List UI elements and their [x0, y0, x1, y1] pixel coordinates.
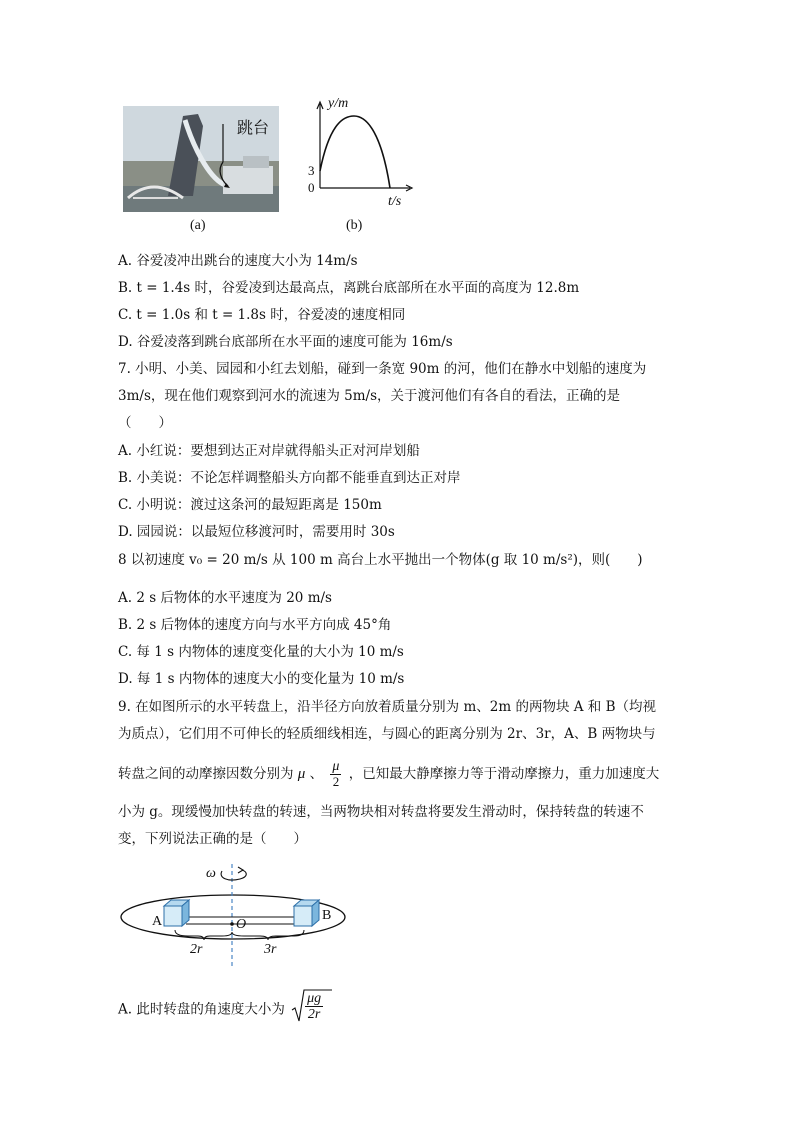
y-axis-label: y/m — [328, 96, 349, 111]
q7-option-a: A. 小红说：要想到达正对岸就得船头正对河岸划船 — [118, 443, 420, 459]
turntable-figure — [118, 862, 358, 970]
figure-b-caption: (b) — [346, 218, 363, 233]
q6-option-a: A. 谷爱凌冲出跳台的速度大小为 14m/s — [118, 253, 358, 269]
q6-option-c: C. t = 1.0s 和 t = 1.8s 时，谷爱凌的速度相同 — [118, 307, 406, 323]
q9-stem-line-4: 小为 g。现缓慢加快转盘的转速，当两物块相对转盘将要发生滑动时，保持转盘的转速不 — [118, 804, 644, 820]
q7-stem-line-3: （ ） — [118, 415, 172, 431]
q9-line3-pre: 转盘之间的动摩擦因数分别为 — [118, 766, 294, 782]
label-b: B — [322, 908, 332, 923]
parabola-graph — [300, 96, 420, 216]
q9-option-a — [118, 988, 323, 1024]
separator: 、 — [309, 766, 324, 782]
q6-option-d: D. 谷爱凌落到跳台底部所在水平面的速度可能为 16m/s — [118, 334, 453, 350]
figure-b — [300, 96, 420, 216]
q7-stem-line-2: 3m/s，现在他们观察到河水的流速为 5m/s，关于渡河他们有各自的看法，正确的是 — [118, 388, 621, 404]
q9-stem-line-5: 变，下列说法正确的是（ ） — [118, 831, 307, 847]
q7-stem-line-1: 7. 小明、小美、园园和小红去划船，碰到一条宽 90m 的河，他们在静水中划船的速度为 — [118, 361, 647, 377]
figure-a — [123, 106, 279, 212]
frac-den: 2 — [332, 774, 340, 789]
origin-label: 0 — [308, 180, 315, 195]
sqrt-den: 2r — [307, 1007, 321, 1022]
mu-symbol: μ — [297, 766, 306, 782]
mu-half-fraction — [330, 760, 341, 789]
q9-stem-line-3 — [118, 760, 659, 789]
sqrt-expression — [291, 988, 323, 1032]
q7-option-b: B. 小美说：不论怎样调整船头方向都不能垂直到达正对岸 — [118, 470, 461, 486]
q8-stem: 8 以初速度 v₀ = 20 m/s 从 100 m 高台上水平抛出一个物体(g 取 10 m/s²)，则( ) — [118, 552, 643, 568]
dist-3r: 3r — [264, 942, 277, 957]
omega-label: ω — [206, 866, 216, 881]
x-axis-label: t/s — [388, 194, 402, 209]
label-a: A — [152, 914, 163, 929]
frac-num: μ — [332, 759, 340, 774]
jump-platform-label: 跳台 — [237, 118, 270, 137]
sqrt-sign — [291, 988, 333, 1024]
dist-2r: 2r — [190, 942, 203, 957]
block-a — [164, 900, 189, 926]
label-o: O — [236, 917, 247, 932]
q9-option-a-text: A. 此时转盘的角速度大小为 — [118, 1001, 285, 1018]
q9-stem-line-2: 为质点），它们用不可伸长的轻质细线相连，与圆心的距离分别为 2r、3r，A、B 两物块与 — [118, 726, 656, 742]
q8-option-d: D. 每 1 s 内物体的速度大小的变化量为 10 m/s — [118, 671, 405, 687]
q6-option-b: B. t = 1.4s 时，谷爱凌到达最高点，离跳台底部所在水平面的高度为 12.8m — [118, 280, 580, 296]
q7-option-d: D. 园园说：以最短位移渡河时，需要用时 30s — [118, 524, 395, 540]
q8-option-a: A. 2 s 后物体的水平速度为 20 m/s — [118, 590, 332, 606]
figure-a-caption: (a) — [190, 218, 206, 233]
q9-stem-line-1: 9. 在如图所示的水平转盘上，沿半径方向放着质量分别为 m、2m 的两物块 A 和 B（均视 — [118, 699, 656, 715]
sqrt-num: μg — [307, 991, 322, 1006]
q7-option-c: C. 小明说：渡过这条河的最短距离是 150m — [118, 497, 382, 513]
q9-line3-post: ，已知最大静摩擦力等于滑动摩擦力，重力加速度大 — [348, 766, 660, 782]
q8-option-c: C. 每 1 s 内物体的速度变化量的大小为 10 m/s — [118, 644, 404, 660]
q8-option-b: B. 2 s 后物体的速度方向与水平方向成 45°角 — [118, 617, 392, 633]
block-b — [294, 900, 319, 926]
tick-3: 3 — [308, 163, 315, 178]
